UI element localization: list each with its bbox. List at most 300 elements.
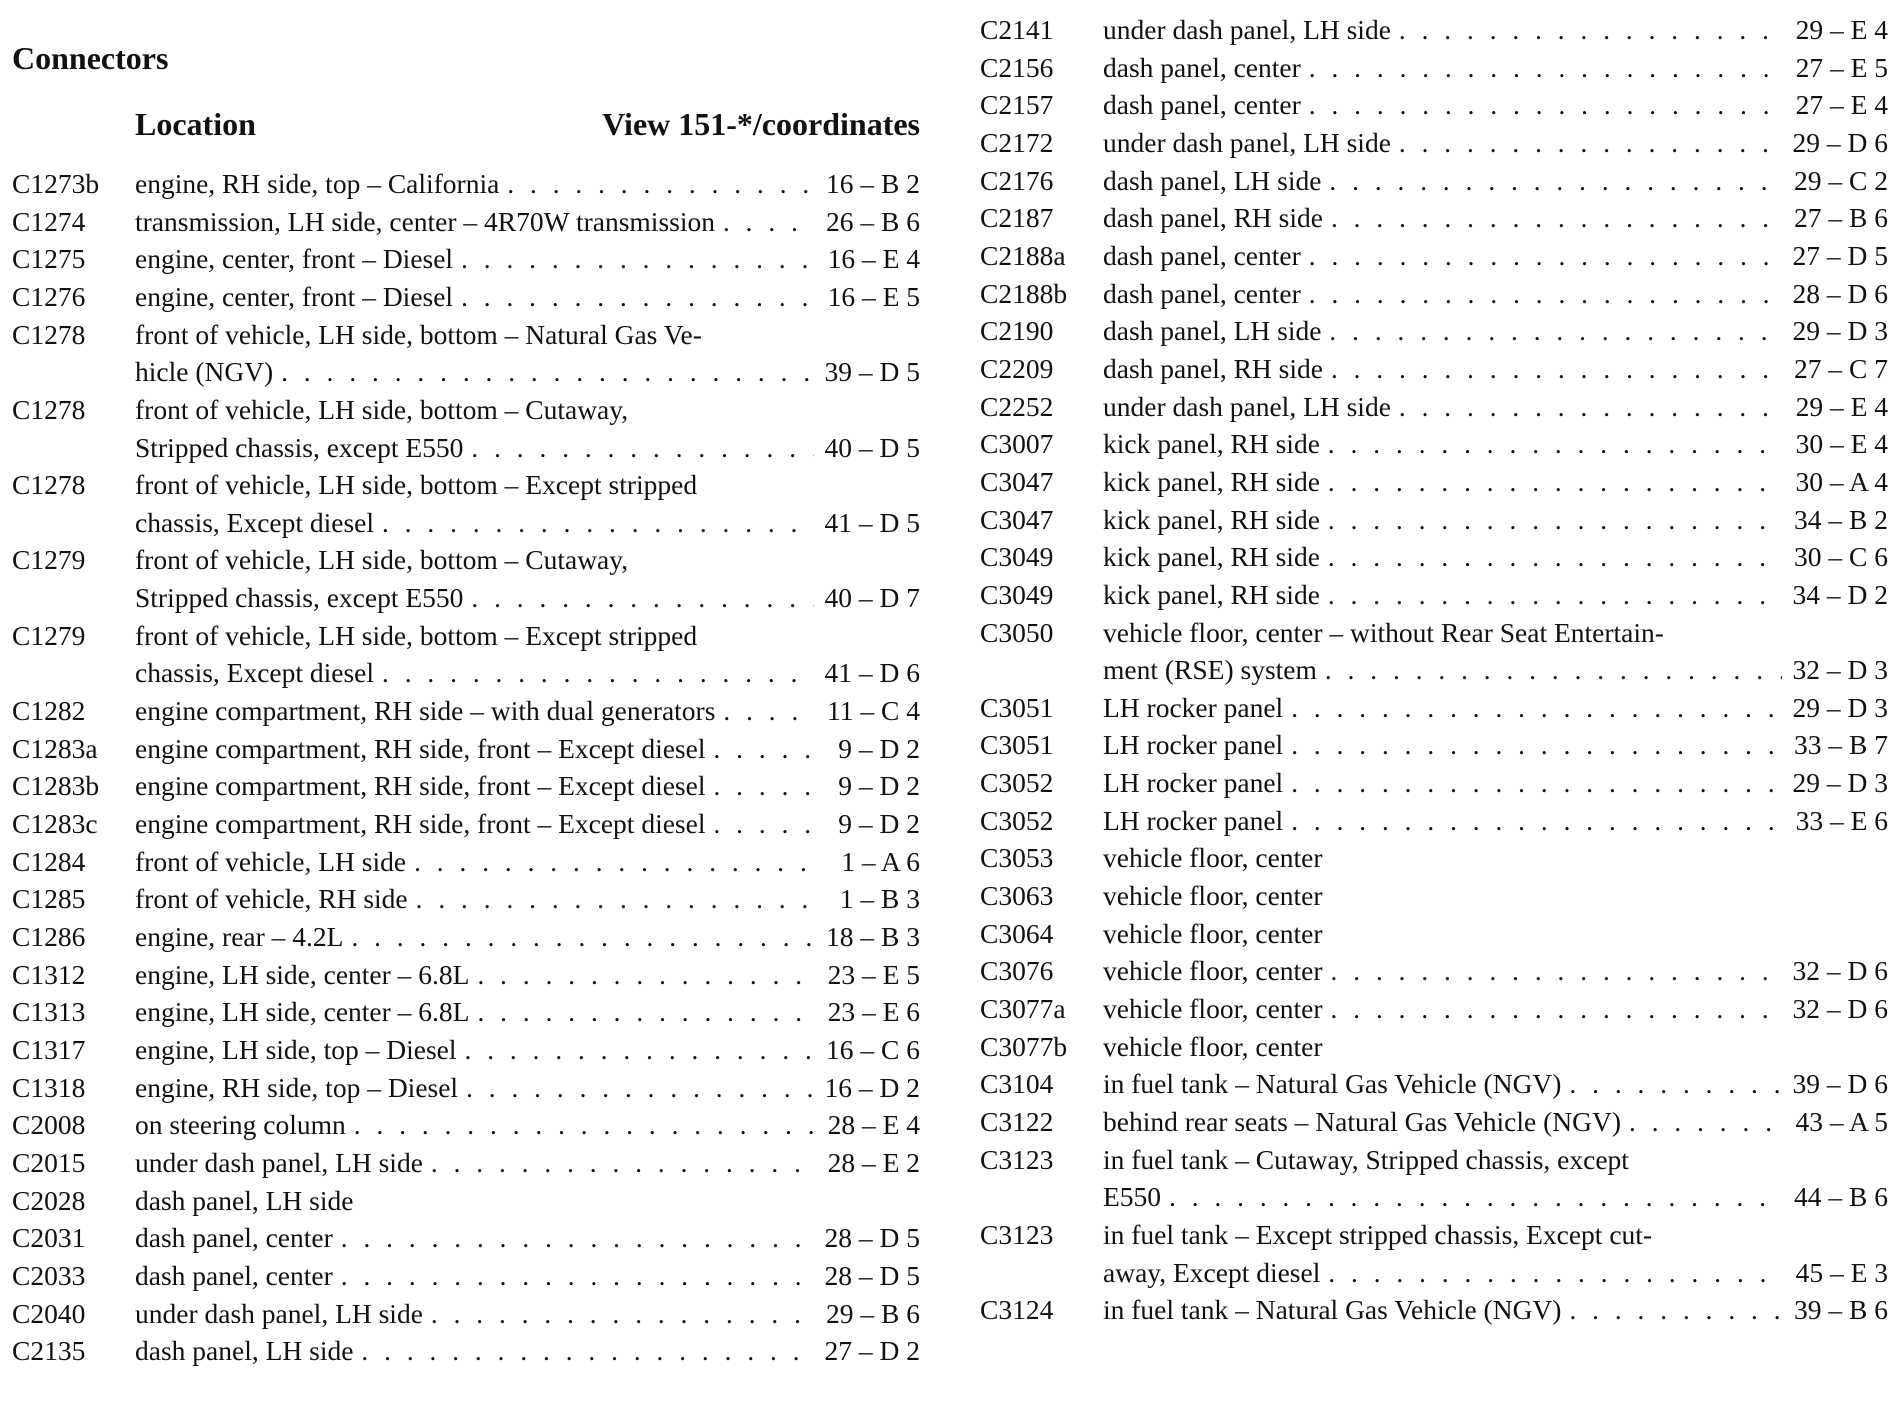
location-line: in fuel tank – Natural Gas Vehicle (NGV): [1103, 1294, 1562, 1326]
location-line: kick panel, RH side: [1103, 428, 1320, 460]
view-coordinate-ref: 28 – E 2: [827, 1146, 920, 1178]
connector-entry: [980, 726, 1888, 764]
location-line: under dash panel, LH side: [1103, 14, 1391, 45]
location-text: [1103, 1291, 1888, 1329]
location-line: front of vehicle, LH side, bottom – Cutaway,: [135, 544, 629, 576]
dot-leader: [1399, 12, 1782, 50]
dot-leader: [713, 806, 814, 844]
connector-code: C1278: [12, 393, 86, 425]
location-line: in fuel tank – Natural Gas Vehicle (NGV): [1103, 1068, 1562, 1100]
location-line: kick panel, RH side: [1103, 541, 1320, 573]
location-line: LH rocker panel: [1103, 691, 1284, 723]
location-text: [135, 805, 920, 843]
connector-code: C3007: [980, 428, 1054, 460]
location-line: dash panel, LH side: [1103, 315, 1322, 347]
location-text: [1103, 1141, 1888, 1216]
connector-entry: [12, 316, 920, 391]
right-entry-list: [980, 11, 1888, 1329]
view-coordinate-ref: 44 – B 6: [1794, 1181, 1888, 1213]
connector-code: C1276: [12, 280, 86, 312]
connector-entry: [12, 466, 920, 541]
view-coordinate-ref: 28 – D 6: [1792, 277, 1888, 309]
location-text: [1103, 538, 1888, 576]
location-text: [1103, 952, 1888, 990]
location-text: [1103, 199, 1888, 237]
connector-entry: [12, 240, 920, 278]
location-line: on steering column: [135, 1109, 346, 1141]
dot-leader: [281, 354, 814, 392]
dot-leader: [1399, 125, 1782, 163]
location-text: [1103, 501, 1888, 539]
connector-entry: [980, 1216, 1888, 1291]
connector-entry: [980, 990, 1888, 1028]
view-coordinate-ref: 30 – A 4: [1795, 465, 1888, 497]
location-text: [135, 316, 920, 391]
location-text: [135, 541, 920, 616]
connector-entry: [980, 124, 1888, 162]
connector-entry: [12, 880, 920, 918]
location-text: [1103, 11, 1888, 49]
location-line: engine, RH side, top – Diesel: [135, 1071, 459, 1103]
location-line: engine, center, front – Diesel: [135, 280, 454, 312]
location-text: [1103, 162, 1888, 200]
dot-leader: [713, 768, 814, 806]
connector-entry: [980, 162, 1888, 200]
connector-code: C1283a: [12, 732, 98, 764]
connector-code: C2188b: [980, 277, 1068, 309]
location-text: [135, 240, 920, 278]
location-line: dash panel, center: [1103, 51, 1301, 83]
location-line: dash panel, center: [1103, 277, 1301, 309]
location-text: [1103, 463, 1888, 501]
location-text: [1103, 1216, 1888, 1291]
connector-code: C3124: [980, 1294, 1054, 1326]
view-coordinate-ref: 23 – E 6: [827, 996, 920, 1028]
connector-code: C1279: [12, 619, 86, 651]
connector-code: C1275: [12, 243, 86, 275]
view-coordinate-ref: 33 – B 7: [1794, 729, 1888, 761]
connector-code: C2015: [12, 1146, 86, 1178]
connector-code: C3052: [980, 767, 1054, 799]
location-text: [1103, 990, 1888, 1028]
dot-leader: [361, 1333, 814, 1371]
location-text: [135, 1295, 920, 1333]
dot-leader: [341, 1258, 814, 1296]
location-line: chassis, Except diesel: [135, 506, 375, 538]
view-coordinate-ref: 29 – D 3: [1792, 767, 1888, 799]
view-coordinate-ref: 29 – C 2: [1794, 164, 1888, 196]
location-line: vehicle floor, center: [1103, 842, 1323, 874]
view-coordinate-ref: 28 – E 4: [827, 1109, 920, 1141]
location-line: in fuel tank – Cutaway, Stripped chassis, except: [1103, 1143, 1629, 1175]
connector-code: C2176: [980, 164, 1054, 196]
location-text: [1103, 764, 1888, 802]
dot-leader: [1331, 953, 1782, 991]
dot-leader: [471, 580, 814, 618]
location-text: [1103, 1028, 1888, 1066]
location-text: [135, 466, 920, 541]
connector-entry: [980, 86, 1888, 124]
location-text: [135, 1069, 920, 1107]
view-coordinate-ref: 29 – E 4: [1795, 390, 1888, 422]
location-text: [1103, 86, 1888, 124]
view-coordinate-ref: 34 – B 2: [1794, 503, 1888, 535]
connector-code: C3104: [980, 1068, 1054, 1100]
connector-code: C3063: [980, 880, 1054, 912]
view-coordinate-ref: 27 – B 6: [1794, 202, 1888, 234]
location-line: LH rocker panel: [1103, 767, 1284, 799]
connector-entry: [12, 541, 920, 616]
connector-code: C1318: [12, 1071, 86, 1103]
dot-leader: [1569, 1292, 1782, 1330]
location-line: engine, LH side, center – 6.8L: [135, 958, 470, 990]
connector-entry: [12, 1332, 920, 1370]
connector-entry: [980, 350, 1888, 388]
connector-code: C3050: [980, 616, 1054, 648]
dot-leader: [1331, 200, 1782, 238]
location-line: transmission, LH side, center – 4R70W transmission: [135, 205, 715, 237]
connector-code: C3123: [980, 1218, 1054, 1250]
location-line: kick panel, RH side: [1103, 578, 1320, 610]
connector-entry: [12, 692, 920, 730]
location-line: in fuel tank – Except stripped chassis, Except cut-: [1103, 1218, 1653, 1250]
connector-entry: [980, 388, 1888, 426]
view-coordinate-ref: 16 – B 2: [826, 168, 920, 199]
connector-code: C1283b: [12, 770, 100, 802]
view-coordinate-ref: 32 – D 6: [1792, 993, 1888, 1025]
location-text: [1103, 576, 1888, 614]
view-coordinate-ref: 27 – D 2: [824, 1335, 920, 1367]
location-line: engine compartment, RH side, front – Except diesel: [135, 732, 706, 764]
location-line: kick panel, RH side: [1103, 503, 1320, 535]
location-line: dash panel, center: [1103, 89, 1301, 121]
connector-code: C3077a: [980, 993, 1066, 1025]
connector-entry: [980, 839, 1888, 877]
view-coordinate-ref: 29 – E 4: [1795, 14, 1888, 45]
dot-leader: [416, 881, 814, 919]
connector-code: C3049: [980, 578, 1054, 610]
location-line: engine compartment, RH side, front – Except diesel: [135, 770, 706, 802]
location-text: [135, 692, 920, 730]
dot-leader: [465, 1032, 814, 1070]
connector-code: C1282: [12, 695, 86, 727]
location-line: vehicle floor, center: [1103, 955, 1323, 987]
view-coordinate-ref: 27 – E 5: [1795, 51, 1888, 83]
dot-leader: [1328, 1255, 1782, 1293]
connector-entry: [980, 501, 1888, 539]
location-text: [1103, 425, 1888, 463]
location-line: front of vehicle, LH side: [135, 845, 407, 877]
connector-entry: [12, 1182, 920, 1220]
connector-entry: [980, 425, 1888, 463]
section-title: Connectors: [12, 40, 169, 76]
dot-leader: [382, 505, 814, 543]
connector-code: C1274: [12, 205, 86, 237]
connector-entry: [980, 1291, 1888, 1329]
view-coordinate-ref: 40 – D 5: [824, 431, 920, 463]
location-text: [1103, 237, 1888, 275]
location-header: Location: [135, 106, 256, 142]
connector-entry: [980, 689, 1888, 727]
dot-leader: [471, 430, 814, 468]
dot-leader: [1309, 87, 1782, 125]
connector-entry: [12, 730, 920, 768]
dot-leader: [723, 204, 814, 242]
view-coordinate-ref: 1 – A 6: [841, 845, 920, 877]
connector-code: C3052: [980, 804, 1054, 836]
view-coordinate-ref: 41 – D 6: [824, 657, 920, 689]
dot-leader: [461, 241, 814, 279]
location-line: dash panel, LH side: [135, 1335, 354, 1367]
location-line: under dash panel, LH side: [135, 1146, 423, 1178]
connector-code: C1317: [12, 1033, 86, 1065]
location-line: dash panel, RH side: [1103, 352, 1323, 384]
connector-entry: [980, 49, 1888, 87]
connector-entry: [980, 1065, 1888, 1103]
view-coordinate-ref: 11 – C 4: [827, 695, 920, 727]
view-coordinate-ref: 32 – D 3: [1792, 654, 1888, 686]
location-line: LH rocker panel: [1103, 729, 1284, 761]
view-coordinate-ref: 43 – A 5: [1795, 1106, 1888, 1137]
location-text: [1103, 689, 1888, 727]
connector-code: C2040: [12, 1297, 86, 1329]
dot-leader: [1328, 502, 1782, 540]
dot-leader: [1629, 1104, 1782, 1142]
location-text: [135, 1106, 920, 1144]
connector-code: C2252: [980, 390, 1054, 422]
location-line: engine compartment, RH side – with dual generators: [135, 695, 716, 727]
location-line: Stripped chassis, except E550: [135, 431, 464, 463]
connector-code: C3053: [980, 842, 1054, 874]
connector-code: C1273b: [12, 168, 100, 199]
location-line: engine, RH side, top – California: [135, 168, 500, 199]
view-coordinate-ref: 1 – B 3: [839, 883, 920, 915]
location-text: [1103, 124, 1888, 162]
connector-code: C1284: [12, 845, 86, 877]
connector-entry: [12, 1031, 920, 1069]
connector-code: C2031: [12, 1222, 86, 1254]
connector-code: C2135: [12, 1335, 86, 1367]
connector-entry: [980, 237, 1888, 275]
connector-code: C3122: [980, 1106, 1054, 1137]
view-coordinate-ref: 33 – E 6: [1795, 804, 1888, 836]
connector-code: C1279: [12, 544, 86, 576]
dot-leader: [354, 1107, 814, 1145]
view-coordinate-ref: 29 – B 6: [826, 1297, 920, 1329]
connector-code: C3047: [980, 465, 1054, 497]
dot-leader: [1328, 426, 1782, 464]
connector-code: C2028: [12, 1184, 86, 1216]
connector-entry: [980, 1028, 1888, 1066]
dot-leader: [1329, 163, 1782, 201]
connector-code: C2157: [980, 89, 1054, 121]
location-line: away, Except diesel: [1103, 1256, 1321, 1288]
view-coordinates-header: View 151-*/coordinates: [602, 106, 920, 142]
dot-leader: [1309, 276, 1782, 314]
view-coordinate-ref: 16 – E 4: [827, 243, 920, 275]
location-line: engine, rear – 4.2L: [135, 920, 344, 952]
view-coordinate-ref: 16 – E 5: [827, 280, 920, 312]
dot-leader: [341, 1220, 814, 1258]
location-line: dash panel, LH side: [1103, 164, 1322, 196]
connector-entry: [12, 1257, 920, 1295]
location-text: [135, 993, 920, 1031]
dot-leader: [1399, 389, 1782, 427]
connector-entry: [12, 278, 920, 316]
dot-leader: [1291, 803, 1782, 841]
location-text: [135, 880, 920, 918]
connector-code: C1285: [12, 883, 86, 915]
connector-entry: [980, 802, 1888, 840]
location-line: dash panel, RH side: [1103, 202, 1323, 234]
location-line: dash panel, center: [135, 1259, 333, 1291]
connector-code: C3047: [980, 503, 1054, 535]
dot-leader: [382, 655, 814, 693]
location-text: [135, 278, 920, 316]
dot-leader: [1328, 539, 1782, 577]
view-coordinate-ref: 40 – D 7: [824, 582, 920, 614]
view-coordinate-ref: 30 – E 4: [1795, 428, 1888, 460]
connector-code: C2187: [980, 202, 1054, 234]
location-text: [135, 1332, 920, 1370]
dot-leader: [1309, 50, 1782, 88]
location-line: Stripped chassis, except E550: [135, 582, 464, 614]
location-line: chassis, Except diesel: [135, 657, 375, 689]
dot-leader: [723, 693, 814, 731]
connector-entry: [12, 767, 920, 805]
dot-leader: [477, 957, 814, 995]
connector-code: C2141: [980, 14, 1054, 45]
view-coordinate-ref: 27 – C 7: [1794, 352, 1888, 384]
connector-code: C3051: [980, 729, 1054, 761]
connector-entry: [980, 538, 1888, 576]
location-text: [1103, 388, 1888, 426]
location-line: kick panel, RH side: [1103, 465, 1320, 497]
connector-code: C2209: [980, 352, 1054, 384]
connector-code: C3077b: [980, 1030, 1068, 1062]
dot-leader: [1291, 690, 1782, 728]
connector-code: C3076: [980, 955, 1054, 987]
view-coordinate-ref: 39 – B 6: [1794, 1294, 1888, 1326]
location-line: vehicle floor, center: [1103, 917, 1323, 949]
dot-leader: [1325, 652, 1782, 690]
dot-leader: [461, 279, 814, 317]
dot-leader: [1331, 991, 1782, 1029]
dot-leader: [466, 1070, 814, 1108]
location-text: [1103, 726, 1888, 764]
view-coordinate-ref: 23 – E 5: [827, 958, 920, 990]
connector-entry: [12, 1144, 920, 1182]
location-line: vehicle floor, center: [1103, 880, 1323, 912]
dot-leader: [431, 1145, 814, 1183]
connector-code: C3051: [980, 691, 1054, 723]
location-line: under dash panel, LH side: [135, 1297, 423, 1329]
location-line: under dash panel, LH side: [1103, 390, 1391, 422]
view-coordinate-ref: 41 – D 5: [824, 506, 920, 538]
connector-entry: [12, 203, 920, 241]
connector-code: C2008: [12, 1109, 86, 1141]
dot-leader: [1169, 1179, 1782, 1217]
location-text: [135, 918, 920, 956]
connector-code: C1313: [12, 996, 86, 1028]
connector-entry: [980, 11, 1888, 49]
view-coordinate-ref: 16 – C 6: [826, 1033, 920, 1065]
dot-leader: [1309, 238, 1782, 276]
location-line: vehicle floor, center: [1103, 993, 1323, 1025]
location-text: [135, 956, 920, 994]
view-coordinate-ref: 29 – D 3: [1792, 691, 1888, 723]
location-line: E550: [1103, 1181, 1162, 1213]
location-text: [135, 391, 920, 466]
location-line: dash panel, center: [135, 1222, 333, 1254]
location-text: [1103, 614, 1888, 689]
view-coordinate-ref: 28 – D 5: [824, 1259, 920, 1291]
connector-entry: [12, 805, 920, 843]
dot-leader: [1291, 765, 1782, 803]
view-coordinate-ref: 29 – D 3: [1792, 315, 1888, 347]
view-coordinate-ref: 32 – D 6: [1792, 955, 1888, 987]
connector-entry: [12, 1219, 920, 1257]
location-text: [135, 730, 920, 768]
dot-leader: [1328, 577, 1782, 615]
location-text: [1103, 839, 1888, 877]
location-line: vehicle floor, center: [1103, 1030, 1323, 1062]
connector-code: C1278: [12, 469, 86, 501]
connector-code: C3049: [980, 541, 1054, 573]
location-text: [135, 1182, 920, 1220]
dot-leader: [1329, 313, 1782, 351]
left-entry-list: [12, 165, 920, 1370]
connector-entry: [980, 614, 1888, 689]
location-line: front of vehicle, LH side, bottom – Except stripped: [135, 619, 698, 651]
connector-entry: [980, 877, 1888, 915]
location-line: engine, LH side, center – 6.8L: [135, 996, 470, 1028]
location-line: engine compartment, RH side, front – Except diesel: [135, 808, 706, 839]
location-text: [135, 1219, 920, 1257]
connector-entry: [980, 952, 1888, 990]
connector-entry: [980, 463, 1888, 501]
connector-entry: [980, 1141, 1888, 1216]
location-text: [135, 767, 920, 805]
dot-leader: [507, 166, 814, 204]
view-coordinate-ref: 45 – E 3: [1795, 1256, 1888, 1288]
view-coordinate-ref: 39 – D 6: [1792, 1068, 1888, 1100]
connector-entry: [12, 843, 920, 881]
location-text: [1103, 915, 1888, 953]
location-text: [1103, 49, 1888, 87]
connector-code: C2172: [980, 126, 1054, 158]
connector-entry: [980, 1103, 1888, 1141]
connector-entry: [980, 576, 1888, 614]
view-coordinate-ref: 29 – D 6: [1792, 126, 1888, 158]
connector-entry: [980, 764, 1888, 802]
location-text: [1103, 877, 1888, 915]
connector-entry: [12, 918, 920, 956]
location-line: front of vehicle, RH side: [135, 883, 408, 915]
connector-entry: [12, 617, 920, 692]
dot-leader: [431, 1296, 814, 1334]
view-coordinate-ref: 9 – D 2: [838, 732, 920, 764]
location-text: [135, 165, 920, 203]
connector-entry: [980, 312, 1888, 350]
location-text: [1103, 1103, 1888, 1141]
location-text: [1103, 1065, 1888, 1103]
view-coordinate-ref: 39 – D 5: [824, 356, 920, 388]
location-text: [135, 203, 920, 241]
location-text: [135, 617, 920, 692]
view-coordinate-ref: 27 – E 4: [1795, 89, 1888, 121]
location-line: ment (RSE) system: [1103, 654, 1317, 686]
